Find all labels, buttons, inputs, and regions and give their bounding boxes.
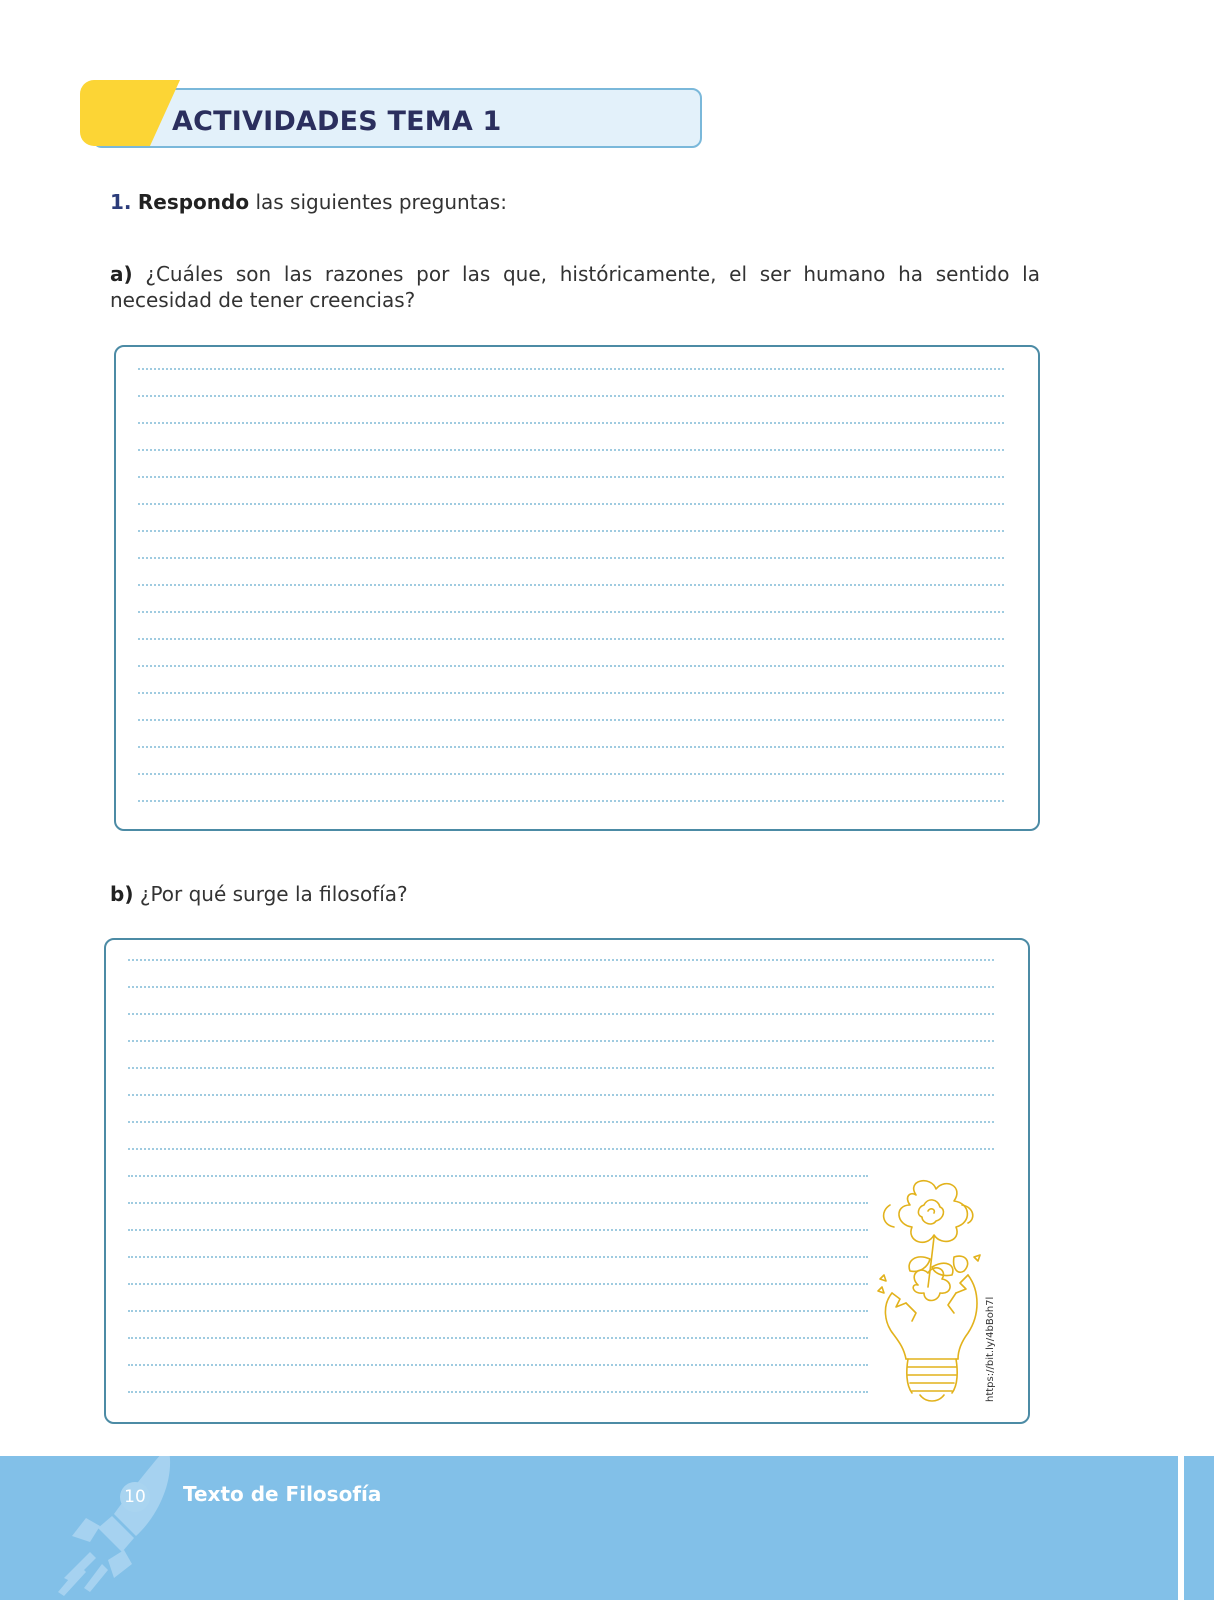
- writing-line: [128, 1391, 868, 1393]
- header-banner: [92, 88, 702, 148]
- question-a: [110, 261, 1040, 313]
- writing-line: [138, 368, 1004, 370]
- writing-line: [138, 638, 1004, 640]
- answer-box-a[interactable]: [114, 345, 1040, 831]
- writing-line: [128, 1229, 868, 1231]
- book-title: Texto de Filosofía: [183, 1482, 382, 1506]
- question-a-text: ¿Cuáles son las razones por las que, históricamente, el ser humano ha sentido la necesidad de tener creencias?: [110, 262, 1040, 312]
- section-header: [80, 80, 712, 150]
- writing-line: [138, 584, 1004, 586]
- question-b-letter: b): [110, 882, 134, 906]
- writing-line: [128, 1364, 868, 1366]
- page-number: 10: [120, 1482, 150, 1512]
- writing-line: [138, 449, 1004, 451]
- writing-line: [138, 719, 1004, 721]
- question-b: [110, 881, 408, 907]
- writing-line: [128, 1040, 994, 1042]
- page-title: ACTIVIDADES TEMA 1: [172, 106, 502, 137]
- image-credit-link[interactable]: https://bit.ly/4bBoh7l: [985, 1296, 996, 1402]
- writing-line: [128, 1094, 994, 1096]
- lightbulb-flower-illustration: [876, 1175, 988, 1411]
- activity-verb: Respondo: [137, 190, 250, 214]
- footer-edge-strip: [1178, 1456, 1184, 1600]
- writing-line: [138, 395, 1004, 397]
- page-footer: [0, 1456, 1214, 1600]
- writing-line: [128, 1121, 994, 1123]
- writing-line: [138, 503, 1004, 505]
- writing-line: [138, 476, 1004, 478]
- writing-line: [138, 665, 1004, 667]
- writing-line: [128, 986, 994, 988]
- writing-line: [128, 1202, 868, 1204]
- writing-line: [138, 800, 1004, 802]
- activity-number: 1.: [110, 190, 132, 214]
- writing-line: [128, 1175, 868, 1177]
- activity-text: las siguientes preguntas:: [249, 190, 507, 214]
- writing-line: [128, 1283, 868, 1285]
- rocket-icon: [50, 1456, 190, 1600]
- writing-line: [128, 1013, 994, 1015]
- question-b-text: ¿Por qué surge la filosofía?: [133, 882, 408, 906]
- writing-line: [128, 959, 994, 961]
- writing-line: [138, 611, 1004, 613]
- writing-line: [138, 530, 1004, 532]
- writing-line: [128, 1148, 994, 1150]
- writing-line: [128, 1067, 994, 1069]
- writing-line: [128, 1310, 868, 1312]
- writing-line: [138, 773, 1004, 775]
- writing-line: [128, 1256, 868, 1258]
- writing-line: [138, 692, 1004, 694]
- writing-line: [128, 1337, 868, 1339]
- writing-line: [138, 746, 1004, 748]
- writing-line: [138, 557, 1004, 559]
- question-a-letter: a): [110, 262, 133, 286]
- activity-instruction: [110, 190, 507, 214]
- writing-line: [138, 422, 1004, 424]
